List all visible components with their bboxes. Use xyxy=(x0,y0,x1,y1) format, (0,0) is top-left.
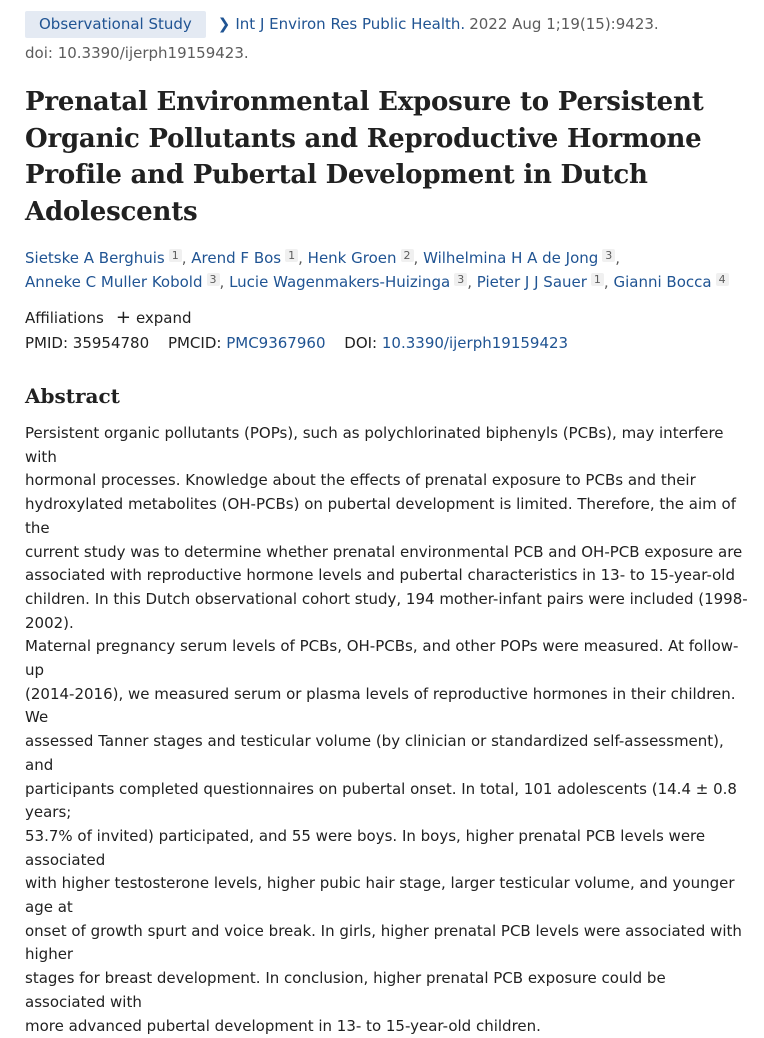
author-item xyxy=(25,249,187,267)
abstract-line: (2014-2016), we measured serum or plasma levels of reproductive hormones in their children. We xyxy=(25,684,736,727)
affiliation-number[interactable]: 4 xyxy=(716,273,729,286)
abstract-line: hydroxylated metabolites (OH-PCBs) on pubertal development is limited. Therefore, the aim of the xyxy=(25,495,736,537)
publication-type-badge[interactable]: Observational Study xyxy=(25,11,206,38)
abstract-line: participants completed questionnaires on pubertal onset. In total, 101 adolescents (14.4 ± 0.8 years; xyxy=(25,779,737,822)
author-item xyxy=(191,249,303,267)
pmcid-label: PMCID: xyxy=(167,334,222,352)
article-page xyxy=(25,9,750,1038)
author-link[interactable]: Lucie Wagenmakers-Huizinga xyxy=(229,273,451,291)
abstract-line: assessed Tanner stages and testicular volume (by clinician or standardized self-assessment), and xyxy=(25,732,724,774)
title-line: Profile and Pubertal Development in Dutch xyxy=(25,160,648,190)
affiliation-number[interactable]: 1 xyxy=(591,273,604,286)
affiliations-row xyxy=(25,307,750,329)
abstract-line: more advanced pubertal development in 13- to 15-year-old children. xyxy=(25,1016,541,1035)
affiliation-number[interactable]: 3 xyxy=(207,273,220,286)
abstract-line: stages for breast development. In conclusion, higher prenatal PCB exposure could be associated with xyxy=(25,969,666,1011)
journal-link[interactable]: Int J Environ Res Public Health. xyxy=(235,15,466,33)
abstract-line: hormonal processes. Knowledge about the effects of prenatal exposure to PCBs and their xyxy=(25,471,696,490)
author-link[interactable]: Gianni Bocca xyxy=(613,273,712,291)
abstract-text xyxy=(25,422,750,1038)
plus-icon: + xyxy=(115,307,131,328)
author-link[interactable]: Henk Groen xyxy=(307,249,397,267)
author-link[interactable]: Wilhelmina H A de Jong xyxy=(423,249,599,267)
doi-label: DOI: xyxy=(344,334,378,352)
pmcid-link[interactable]: PMC9367960 xyxy=(226,334,326,352)
author-separator: , xyxy=(298,249,303,267)
abstract-line: onset of growth spurt and voice break. In girls, higher prenatal PCB levels were associated with higher xyxy=(25,921,742,964)
abstract-line: children. In this Dutch observational cohort study, 194 mother-infant pairs were included (1998-2002). xyxy=(25,589,748,632)
title-line: Prenatal Environmental Exposure to Persistent xyxy=(25,87,704,117)
author-link[interactable]: Arend F Bos xyxy=(191,249,282,267)
abstract-line: with higher testosterone levels, higher pubic hair stage, larger testicular volume, and younger age at xyxy=(25,874,735,917)
pmid-label: PMID: xyxy=(25,334,69,352)
author-separator: , xyxy=(181,249,187,267)
pmid-value: 35954780 xyxy=(72,334,150,352)
citation-text: 2022 Aug 1;19(15):9423. xyxy=(469,15,659,33)
title-line: Organic Pollutants and Reproductive Hormone xyxy=(25,123,702,154)
chevron-right-icon[interactable]: ❯ xyxy=(217,15,231,33)
author-link[interactable]: Anneke C Muller Kobold xyxy=(25,273,203,291)
author-item xyxy=(25,273,224,291)
abstract-line: associated with reproductive hormone levels and pubertal characteristics in 13- to 15-year-old xyxy=(25,566,735,585)
affiliations-label: Affiliations xyxy=(25,309,104,327)
author-link[interactable]: Pieter J J Sauer xyxy=(476,273,587,291)
doi-citation: doi: 10.3390/ijerph19159423. xyxy=(25,44,249,62)
affiliation-number[interactable]: 2 xyxy=(401,249,414,262)
author-separator: , xyxy=(413,249,419,267)
abstract-line: Persistent organic pollutants (POPs), such as polychlorinated biphenyls (PCBs), may interfere with xyxy=(25,424,724,466)
abstract-line: Maternal pregnancy serum levels of PCBs, OH-PCBs, and other POPs were measured. At follow-up xyxy=(25,637,739,680)
affiliation-number[interactable]: 3 xyxy=(602,249,615,262)
abstract-line: current study was to determine whether prenatal environmental PCB and OH-PCB exposure are xyxy=(25,542,743,561)
identifiers-row xyxy=(25,334,750,356)
doi-link[interactable]: 10.3390/ijerph19159423 xyxy=(381,334,569,352)
expand-label: expand xyxy=(135,309,192,327)
author-separator: , xyxy=(219,273,225,291)
author-item xyxy=(423,249,620,267)
author-separator: , xyxy=(603,273,609,291)
author-separator: , xyxy=(467,273,472,291)
author-link[interactable]: Sietske A Berghuis xyxy=(25,249,165,267)
affiliation-number[interactable]: 3 xyxy=(454,273,467,286)
abstract-line: 53.7% of invited) participated, and 55 were boys. In boys, higher prenatal PCB levels were associated xyxy=(25,826,706,869)
expand-affiliations-button[interactable] xyxy=(116,309,192,327)
affiliation-number[interactable]: 1 xyxy=(169,249,182,262)
author-list xyxy=(25,246,750,294)
author-item xyxy=(613,273,728,291)
affiliation-number[interactable]: 1 xyxy=(285,249,298,262)
author-item xyxy=(229,273,472,291)
title-line: Adolescents xyxy=(25,196,198,227)
author-separator: , xyxy=(615,249,621,267)
author-item xyxy=(308,249,419,267)
citation-bar xyxy=(25,9,750,39)
abstract-heading: Abstract xyxy=(25,384,120,408)
article-title xyxy=(25,84,750,230)
author-item xyxy=(477,273,609,291)
